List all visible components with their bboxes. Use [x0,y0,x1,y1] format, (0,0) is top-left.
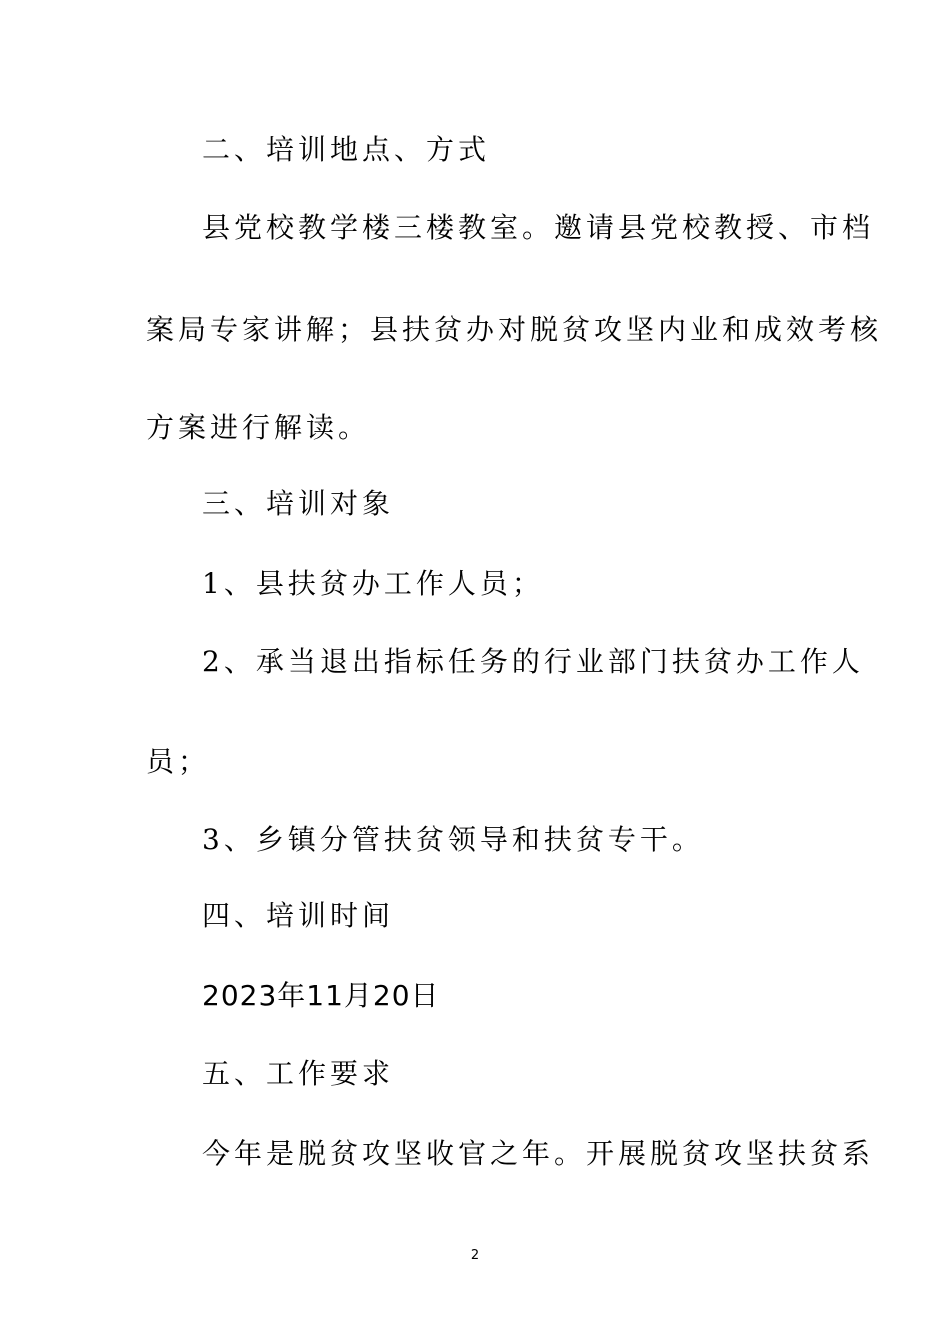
section-heading-audience: 三、培训对象 [202,487,395,520]
list-item: 1、县扶贫办工作人员； [202,567,544,600]
list-item: 2、承当退出指标任务的行业部门扶贫办工作人 [202,645,864,678]
paragraph-line: 案局专家讲解；县扶贫办对脱贫攻坚内业和成效考核 [146,313,883,346]
paragraph-line: 方案进行解读。 [146,411,371,444]
section-heading-time: 四、培训时间 [202,899,395,932]
paragraph-line: 今年是脱贫攻坚收官之年。开展脱贫攻坚扶贫系 [202,1137,875,1170]
section-heading-requirements: 五、工作要求 [202,1057,395,1090]
page-number: 2 [470,1248,480,1263]
list-item-continuation: 员； [146,745,211,778]
list-item: 3、乡镇分管扶贫领导和扶贫专干。 [202,823,704,856]
training-date: 2023年11月20日 [202,979,440,1012]
section-heading-location: 二、培训地点、方式 [202,133,491,166]
paragraph-line: 县党校教学楼三楼教室。邀请县党校教授、市档 [202,211,875,244]
